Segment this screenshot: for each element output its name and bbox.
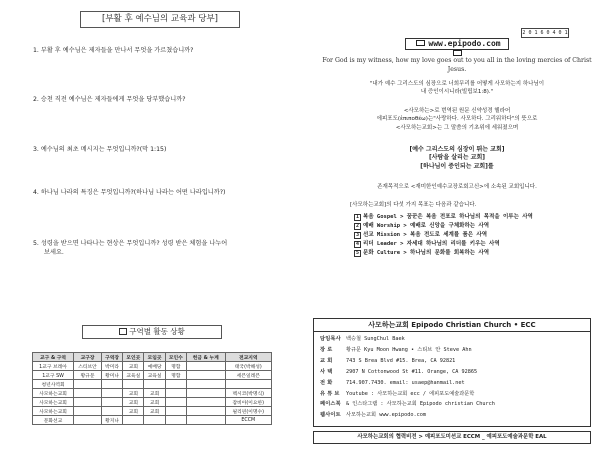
table-row — [33, 389, 272, 398]
definition-line: 에피포도(ἐπιποθέω)는"사랑하다. 사모하다. 그리워하다"의 뜻으로 — [376, 116, 538, 123]
info-label: 유 튜 브 — [320, 391, 340, 397]
goal-text: 예배 Worship > 예배로 신앙을 구체화하는 사역 — [363, 223, 490, 229]
goals-intro: [사모하는교회]의 다섯 가지 목표는 다음과 같습니다. — [350, 202, 477, 208]
table-cell — [74, 398, 102, 407]
definition-line: <사모하는>로 번역된 원문 신약성경 헬라어 — [403, 108, 511, 114]
info-label: 교 회 — [320, 358, 333, 364]
table-row — [33, 371, 272, 380]
col-header: 전교지역 — [225, 353, 271, 362]
info-row — [320, 401, 495, 408]
table-cell — [123, 380, 144, 389]
website-link[interactable]: 사모하는교회 www.epipodo.com — [346, 412, 427, 418]
info-row — [320, 336, 405, 343]
verse-korean-line-1: "내가 예수 그리스도의 심장으로 너희무리를 어떻게 사모하는지 하나님이 — [369, 81, 545, 87]
goal-number: 2 — [355, 223, 359, 229]
vision-line: [예수 그리스도의 심장이 뛰는 교회] — [409, 146, 505, 153]
table-cell: 예배당 — [144, 362, 165, 371]
right-page — [300, 0, 600, 464]
table-cell: 사모하는교회 — [33, 398, 74, 407]
table-cell — [165, 398, 186, 407]
table-cell: ECCM — [225, 416, 271, 425]
table-cell: 세븐일레븐 — [225, 371, 271, 380]
table-cell — [74, 407, 102, 416]
section-title: [부활 후 예수님의 교육과 당부] — [80, 11, 240, 28]
table-cell: 문화선교 — [33, 416, 74, 425]
table-cell — [186, 380, 225, 389]
table-cell: 1교구 브레아 — [33, 362, 74, 371]
table-cell: 사모하는교회 — [33, 389, 74, 398]
table-cell — [74, 389, 102, 398]
table-cell — [186, 362, 225, 371]
vision-line: [사람을 살리는 교회] — [428, 154, 486, 162]
col-header: 모임곳 — [144, 353, 165, 362]
vision-statement — [314, 146, 600, 171]
table-cell: 교육실 — [123, 371, 144, 380]
goal-text: 복음 Gospel > 꿈꾼은 복음 전포로 하나님의 목적을 이루는 사역 — [363, 214, 533, 220]
table-cell: 박미라 — [101, 362, 122, 371]
info-value: & 인스타그램 : 사모하는교회 Epipodo christian Church — [346, 401, 495, 407]
table-cell: 교육실 — [144, 371, 165, 380]
goal-number: 4 — [355, 241, 359, 247]
table-cell — [144, 416, 165, 425]
col-header: 교구장 — [74, 353, 102, 362]
info-label: 담임목사 — [320, 336, 341, 342]
table-cell: 교회 — [144, 398, 165, 407]
table-cell: 필리핀(이명수) — [225, 407, 271, 416]
church-header: 사모하는교회 Epipodo Christian Church • ECC — [314, 319, 590, 332]
table-cell: 교회 — [144, 407, 165, 416]
epipodo-definition — [314, 107, 600, 132]
table-cell — [165, 407, 186, 416]
table-row — [33, 362, 272, 371]
table-cell: 교회 — [123, 389, 144, 398]
question-5: 5. 성령을 받으면 나타나는 현상은 무엇입니까? 성령 받은 체험을 나누어 — [33, 240, 228, 247]
table-cell: 명함 — [165, 371, 186, 380]
info-row — [320, 369, 477, 376]
table-cell — [144, 380, 165, 389]
info-value[interactable]: 714.907.7430. email: usaep@hanmail.net — [346, 380, 465, 386]
table-cell — [101, 407, 122, 416]
table-cell — [165, 380, 186, 389]
table-cell — [186, 371, 225, 380]
table-cell — [165, 389, 186, 398]
info-row — [320, 380, 465, 387]
question-1: 1. 부활 후 예수님은 제자들을 만나서 무엇을 가르쳤습니까? — [33, 47, 194, 54]
table-row — [33, 380, 272, 389]
info-label: 장 로 — [320, 347, 333, 353]
vision-line: [하나님이 증인되는 교회]를 — [420, 162, 494, 170]
table-cell — [123, 416, 144, 425]
question-3: 3. 예수님의 최초 메시지는 무엇입니까?(막 1:15) — [33, 146, 167, 153]
table-cell: 황규문 — [74, 371, 102, 380]
info-label: 전 화 — [320, 380, 333, 386]
goal-item — [354, 231, 487, 239]
info-label: 페이스북 — [320, 401, 341, 407]
col-header: 교구 & 구역 — [33, 353, 74, 362]
info-label: 사 택 — [320, 369, 333, 375]
table-cell — [101, 380, 122, 389]
table-cell: 청년사역회 — [33, 380, 74, 389]
table-cell: 잠비아(이요한) — [225, 398, 271, 407]
info-label: 웹사이트 — [320, 412, 341, 418]
activity-table-header — [33, 353, 272, 362]
table-row — [33, 416, 272, 425]
denomination-statement: 존재목적으로 <재미한인예수교장로회고신>에 소속된 교회입니다. — [377, 184, 537, 190]
col-header: 헌금 & 누계 — [186, 353, 225, 362]
table-row — [33, 398, 272, 407]
activity-table — [32, 352, 272, 425]
col-header: 구역장 — [101, 353, 122, 362]
table-cell — [225, 380, 271, 389]
url-banner-text: www.epipodo.com — [428, 39, 501, 48]
goal-text: 리더 Leader > 자세대 하나님의 리더를 키우는 사역 — [363, 241, 500, 247]
info-value: 황규문 Kyu Moon Hwang • 스티브 안 Steve Ahn — [346, 347, 472, 353]
table-cell: 태국(박해성) — [225, 362, 271, 371]
info-value: 2907 N Cottonwood St #11. Orange, CA 92865 — [346, 369, 478, 375]
url-banner[interactable] — [405, 38, 509, 50]
table-cell: 멕시코(박명식) — [225, 389, 271, 398]
activity-title — [82, 325, 222, 339]
table-cell — [101, 389, 122, 398]
goal-number: 3 — [355, 232, 359, 238]
definition-line: <사모하는교회>는 그 말씀의 기초위에 세워졌으며 — [395, 124, 519, 131]
table-cell: 교회 — [144, 389, 165, 398]
goal-number: 5 — [355, 250, 359, 256]
goal-item — [354, 240, 500, 248]
table-row — [33, 407, 272, 416]
goal-item — [354, 222, 489, 230]
info-value: 743 S Brea Blvd #15. Brea, CA 92821 — [346, 358, 456, 364]
info-row — [320, 391, 474, 398]
goal-text: 선교 Mission > 복음 전도로 세계를 품은 사역 — [363, 232, 488, 238]
table-cell: 스티브안 — [74, 362, 102, 371]
goal-text: 문화 Culture > 하나님의 문화를 회복하는 사역 — [363, 250, 490, 256]
activity-title-text: 구역별 활동 상황 — [129, 327, 185, 336]
info-value: Youtube : 사모하는교회 ecc / 에피포도예술과문학 — [346, 391, 475, 397]
cooperative-vision-footer: 사모하는교회의 협력비전 > 예피포도미션교 ECCM _ 예피포도예술과문학 EAL — [313, 431, 591, 444]
table-cell — [165, 416, 186, 425]
info-row — [320, 412, 426, 419]
table-cell — [186, 398, 225, 407]
question-2: 2. 승천 직전 예수님은 제자들에게 무엇을 당부했습니까? — [33, 96, 186, 103]
table-cell: 교회 — [123, 407, 144, 416]
goal-item — [354, 249, 489, 257]
table-cell: 황지나 — [101, 416, 122, 425]
info-value: 백승철 SungChul Baek — [346, 336, 405, 342]
table-cell — [74, 416, 102, 425]
col-header: 모인곳 — [123, 353, 144, 362]
table-cell: 1교구 SW — [33, 371, 74, 380]
info-row — [320, 347, 472, 354]
table-cell — [186, 416, 225, 425]
info-row — [320, 358, 455, 365]
table-cell — [101, 398, 122, 407]
table-cell: 황미나 — [101, 371, 122, 380]
table-cell: 교회 — [123, 362, 144, 371]
table-cell: 교회 — [123, 398, 144, 407]
table-cell: 사모하는교회 — [33, 407, 74, 416]
goal-number: 1 — [355, 214, 359, 220]
col-header: 모인수 — [165, 353, 186, 362]
envelope-icon — [416, 40, 425, 46]
book-icon — [119, 328, 127, 335]
question-5-continued: 보세요. — [44, 249, 64, 256]
verse-english: For God is my witness, how my love goes out to you all in the loving mercies of Christ Jesus. — [322, 57, 592, 73]
verse-korean-line-2: 내 증인이시니라(빌립보1:8)." — [420, 89, 494, 95]
goal-item — [354, 213, 533, 221]
date-box: 2 0 1 6 0 4 0 1 — [522, 30, 568, 36]
table-cell — [186, 389, 225, 398]
table-cell: 명함 — [165, 362, 186, 371]
table-cell — [186, 407, 225, 416]
table-cell — [74, 380, 102, 389]
question-4: 4. 하나님 나라의 특징은 무엇입니까?(하나님 나라는 어떤 나라입니까?) — [33, 189, 226, 196]
verse-korean — [314, 80, 600, 96]
church-info-box — [313, 318, 591, 427]
